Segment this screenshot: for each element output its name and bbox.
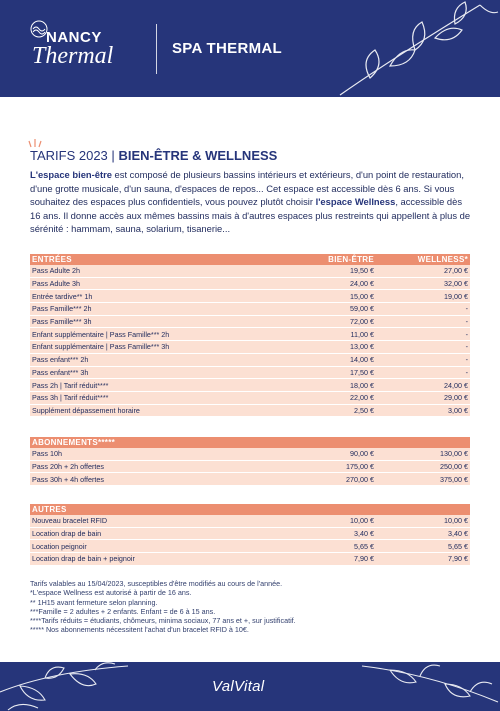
row-price-wellness: 27,00 €: [376, 265, 470, 277]
intro-text-2: , accessible dès 16 ans. Il donne accès aux mêmes bassins mais à d'autres espaces plus restreints qui appellent à plus de sérénité : hammam, sauna, solarium, tisanerie...: [30, 196, 471, 234]
row-price-bien-etre: 17,50 €: [282, 367, 376, 379]
footnote-line: Tarifs valables au 15/04/2023, susceptibles d'être modifiés au cours de l'année.: [30, 579, 283, 588]
autres-table: [30, 504, 470, 565]
row-price-wellness: 32,00 €: [376, 278, 470, 290]
row-price-wellness: 29,00 €: [376, 392, 470, 404]
abonnements-header: ABONNEMENTS*****: [30, 437, 470, 448]
sparkle-icon: [28, 138, 42, 148]
table-row: [30, 278, 470, 290]
row-label: Pass 3h | Tarif réduit****: [30, 392, 282, 404]
row-price-wellness: 375,00 €: [376, 473, 470, 485]
row-label: Location drap de bain: [30, 528, 282, 540]
row-price-bien-etre: 59,00 €: [282, 303, 376, 315]
row-price-wellness: 3,00 €: [376, 405, 470, 417]
footnotes: [30, 579, 470, 635]
row-label: Pass Adulte 3h: [30, 278, 282, 290]
row-price-bien-etre: 90,00 €: [282, 448, 376, 460]
table-row: [30, 379, 470, 391]
table-row: [30, 515, 470, 527]
row-price-bien-etre: 2,50 €: [282, 405, 376, 417]
table-row: [30, 328, 470, 340]
col-bien-etre-header: BIEN-ÊTRE: [282, 254, 376, 265]
table-row: [30, 448, 470, 460]
title-name: BIEN-ÊTRE & WELLNESS: [118, 148, 278, 163]
header-divider: [156, 24, 157, 74]
table-row: [30, 367, 470, 379]
table-row: [30, 405, 470, 417]
row-price-wellness: 3,40 €: [376, 528, 470, 540]
title-separator: |: [111, 148, 115, 163]
row-price-bien-etre: 7,90 €: [282, 553, 376, 565]
table-row: [30, 303, 470, 315]
abonnements-table: [30, 437, 470, 485]
leaf-branch-right-icon: [360, 662, 500, 711]
logo-text-thermal: Thermal: [32, 43, 114, 69]
row-price-bien-etre: 14,00 €: [282, 354, 376, 366]
row-price-wellness: -: [376, 354, 470, 366]
row-price-bien-etre: 10,00 €: [282, 515, 376, 527]
row-label: Enfant supplémentaire | Pass Famille*** 3h: [30, 341, 282, 353]
row-label: Entrée tardive** 1h: [30, 290, 282, 302]
row-price-bien-etre: 270,00 €: [282, 473, 376, 485]
row-price-wellness: 5,65 €: [376, 540, 470, 552]
footnote-line: ****Tarifs réduits = étudiants, chômeurs, minima sociaux, 77 ans et +, sur justificatif.: [30, 616, 296, 626]
table-row: [30, 461, 470, 473]
row-price-wellness: 130,00 €: [376, 448, 470, 460]
table-row: [30, 290, 470, 302]
row-price-wellness: 19,00 €: [376, 290, 470, 302]
valvital-logo: ValVital: [212, 678, 265, 695]
row-price-bien-etre: 22,00 €: [282, 392, 376, 404]
row-label: Pass 2h | Tarif réduit****: [30, 379, 282, 391]
row-price-bien-etre: 18,00 €: [282, 379, 376, 391]
footnote-line: ***** Nos abonnements nécessitent l'achat d'un bracelet RFID à 10€.: [30, 625, 249, 635]
row-label: Location drap de bain + peignoir: [30, 553, 282, 565]
row-label: Supplément dépassement horaire: [30, 405, 282, 417]
row-label: Pass enfant*** 3h: [30, 367, 282, 379]
row-label: Nouveau bracelet RFID: [30, 515, 282, 527]
page-title: [30, 148, 277, 163]
row-price-bien-etre: 19,50 €: [282, 265, 376, 277]
row-price-bien-etre: 175,00 €: [282, 461, 376, 473]
row-price-wellness: 10,00 €: [376, 515, 470, 527]
table-row: [30, 553, 470, 565]
row-label: Pass 10h: [30, 448, 282, 460]
row-price-wellness: -: [376, 341, 470, 353]
nancy-thermal-logo: [16, 18, 134, 78]
row-label: Pass 20h + 2h offertes: [30, 461, 282, 473]
footnote-line: *L'espace Wellness est autorisé à partir de 16 ans.: [30, 588, 192, 598]
autres-header: AUTRES: [30, 504, 470, 515]
row-price-bien-etre: 11,00 €: [282, 328, 376, 340]
entrees-header: ENTRÉES: [30, 254, 282, 265]
footer-banner: [0, 662, 500, 711]
entrees-table: [30, 254, 470, 416]
row-price-wellness: 7,90 €: [376, 553, 470, 565]
col-wellness-header: WELLNESS*: [376, 254, 470, 265]
footnote-line: ** 1H15 avant fermeture selon planning.: [30, 597, 158, 607]
row-price-wellness: -: [376, 367, 470, 379]
header-banner: [0, 0, 500, 97]
intro-paragraph: [30, 168, 475, 236]
row-label: Pass Famille*** 2h: [30, 303, 282, 315]
table-row: [30, 392, 470, 404]
table-row: [30, 354, 470, 366]
row-label: Location peignoir: [30, 540, 282, 552]
table-row: [30, 528, 470, 540]
footnote-line: ***Famille = 2 adultes + 2 enfants. Enfant = de 6 à 15 ans.: [30, 606, 216, 616]
table-row: [30, 316, 470, 328]
table-row: [30, 265, 470, 277]
row-price-bien-etre: 5,65 €: [282, 540, 376, 552]
row-label: Pass Famille*** 3h: [30, 316, 282, 328]
row-price-wellness: -: [376, 328, 470, 340]
row-label: Enfant supplémentaire | Pass Famille*** 2h: [30, 328, 282, 340]
table-row: [30, 540, 470, 552]
table-row: [30, 473, 470, 485]
row-price-wellness: -: [376, 303, 470, 315]
title-year: TARIFS 2023: [30, 148, 108, 163]
intro-bold-bien-etre: L'espace bien-être: [30, 169, 112, 180]
logo-text-nancy: NANCY: [46, 29, 102, 46]
row-label: Pass Adulte 2h: [30, 265, 282, 277]
row-price-bien-etre: 13,00 €: [282, 341, 376, 353]
intro-bold-wellness: l'espace Wellness: [315, 196, 396, 207]
row-price-bien-etre: 15,00 €: [282, 290, 376, 302]
leaf-branch-left-icon: [0, 662, 130, 711]
row-price-bien-etre: 72,00 €: [282, 316, 376, 328]
row-price-wellness: 250,00 €: [376, 461, 470, 473]
leaf-branch-icon: [330, 0, 500, 97]
row-price-bien-etre: 24,00 €: [282, 278, 376, 290]
row-price-wellness: -: [376, 316, 470, 328]
table-row: [30, 341, 470, 353]
row-price-bien-etre: 3,40 €: [282, 528, 376, 540]
header-title: SPA THERMAL: [172, 40, 282, 57]
row-label: Pass enfant*** 2h: [30, 354, 282, 366]
intro-text-1: est composé de plusieurs bassins intérieurs et extérieurs, d'un point de restauration, d'une grotte musicale, d'un sauna, d'espaces de repos... Cet espace est accessible dès 6 ans. Si vous souhaitez des espaces plus confidentiels, vous pouvez plutôt choisir: [30, 169, 464, 207]
row-price-wellness: 24,00 €: [376, 379, 470, 391]
row-label: Pass 30h + 4h offertes: [30, 473, 282, 485]
